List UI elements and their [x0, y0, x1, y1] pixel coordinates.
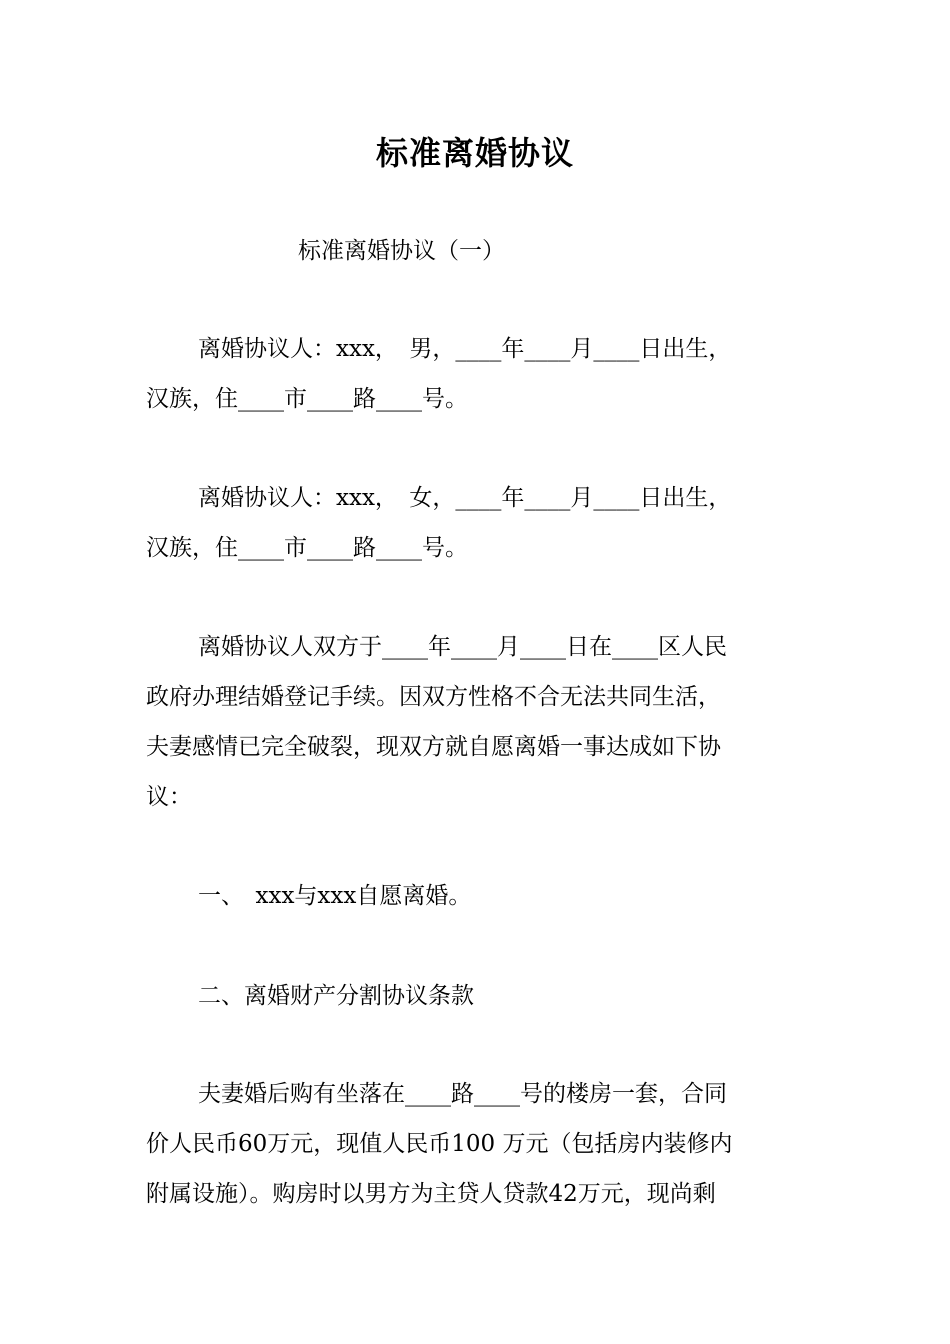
paragraph-line: 二、离婚财产分割协议条款	[198, 983, 474, 1009]
paragraph-line: 离婚协议人：xxx， 女，____年____月____日出生，	[198, 485, 732, 511]
paragraph-line: 离婚协议人：xxx， 男，____年____月____日出生，	[198, 336, 732, 362]
clause-one	[146, 871, 810, 921]
paragraph-marriage-background	[146, 622, 810, 822]
paragraph-property	[146, 1069, 810, 1219]
paragraph-line: 离婚协议人双方于____年____月____日在____区人民	[198, 634, 727, 660]
document-title: 标准离婚协议	[375, 134, 574, 172]
paragraph-party-female	[146, 473, 810, 573]
paragraph-line: 议：	[146, 784, 192, 810]
paragraph-line: 附属设施）。购房时以男方为主贷人贷款42万元，现尚剩	[146, 1181, 716, 1207]
paragraph-line: 汉族，住____市____路____号。	[146, 386, 468, 412]
paragraph-line: 夫妻婚后购有坐落在____路____号的楼房一套，合同	[198, 1081, 727, 1107]
paragraph-party-male	[146, 324, 810, 424]
paragraph-line: 夫妻感情已完全破裂，现双方就自愿离婚一事达成如下协	[146, 734, 721, 760]
paragraph-line: 政府办理结婚登记手续。因双方性格不合无法共同生活，	[146, 684, 721, 710]
clause-two-heading	[146, 971, 810, 1021]
document-subtitle: 标准离婚协议（一）	[298, 238, 505, 264]
paragraph-line: 汉族，住____市____路____号。	[146, 535, 468, 561]
paragraph-line: 一、 xxx与xxx自愿离婚。	[198, 883, 472, 909]
paragraph-line: 价人民币60万元，现值人民币100 万元（包括房内装修内	[146, 1131, 733, 1157]
